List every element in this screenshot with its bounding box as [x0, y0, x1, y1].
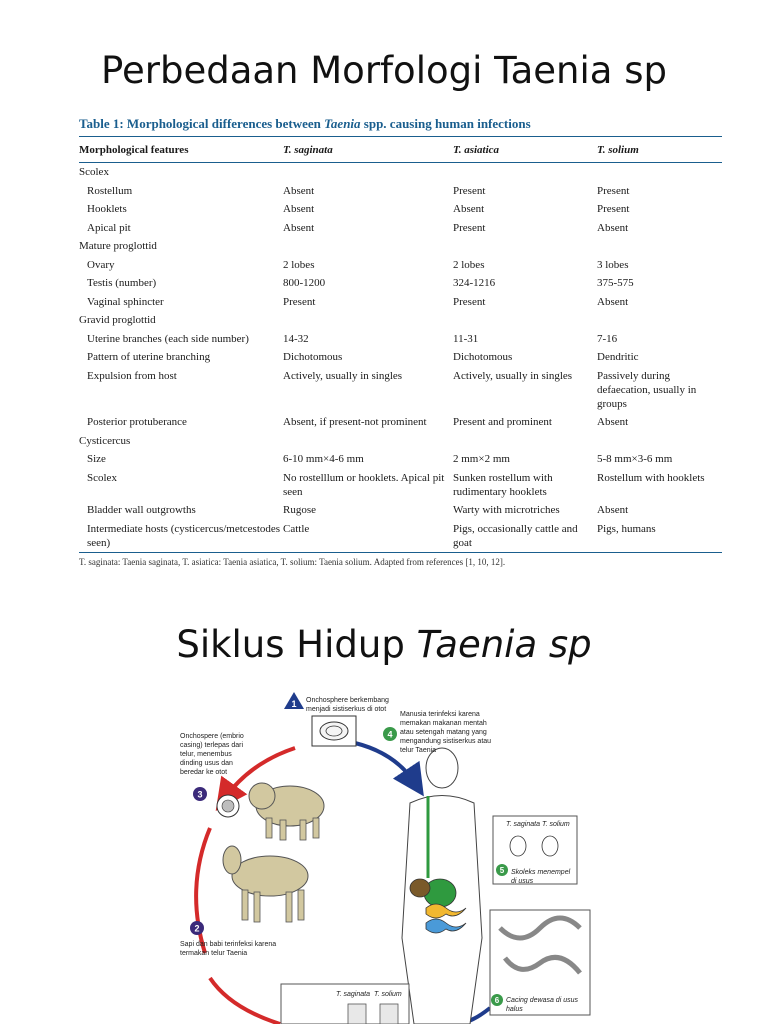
- solium-cell: Present: [597, 184, 630, 197]
- feature-cell: Size: [87, 453, 106, 465]
- solium-cell: Dendritic: [597, 351, 639, 363]
- solium-cell: Pigs, humans: [597, 522, 656, 535]
- asiatica-cell: Actively, usually in singles: [453, 369, 573, 382]
- table-row: [79, 293, 722, 312]
- table-row: [79, 200, 722, 219]
- solium-cell: Passively during defaecation, usually in groups: [597, 369, 697, 410]
- solium-cell: 5-8 mm×3-6 mm: [597, 453, 673, 465]
- asiatica-cell: 324-1216: [453, 277, 496, 289]
- table-body: [79, 163, 722, 553]
- asiatica-cell: 11-31: [453, 332, 479, 345]
- stage2-label-a: Sapi dan babi terinfeksi karena: [180, 941, 277, 948]
- stage4-label: Manusia terinfeksi karena memakan makanan mentah atau setengah matang yang mengandung sistiserkus atau telur Taenia: [400, 711, 492, 754]
- header-solium: T. solium: [597, 144, 639, 156]
- table-section-row: [79, 311, 722, 330]
- scolex-solium-label: T. solium: [542, 821, 570, 828]
- cysticercus-in-muscle-icon: [312, 716, 356, 746]
- saginata-cell: Cattle: [283, 522, 310, 535]
- solium-cell: 7-16: [597, 332, 618, 345]
- section-label: Scolex: [79, 166, 109, 178]
- asiatica-cell: Present: [453, 295, 486, 308]
- stage-badge-5: [496, 864, 508, 876]
- feature-cell: Posterior protuberance: [87, 416, 187, 428]
- saginata-cell: 2 lobes: [283, 258, 315, 271]
- asiatica-cell: Present: [453, 184, 486, 197]
- morphology-table-block: [79, 116, 722, 567]
- slide-title-lifecycle: Siklus Hidup Taenia sp: [176, 623, 592, 666]
- asiatica-cell: Present: [453, 221, 486, 234]
- table-caption: Table 1: Morphological differences between Taenia spp. causing human infections: [79, 116, 531, 131]
- saginata-cell: 14-32: [283, 332, 309, 345]
- feature-cell: Uterine branches (each side number): [87, 332, 249, 345]
- solium-cell: Absent: [597, 221, 629, 234]
- saginata-cell: No rostelllum or hooklets. Apical pit seen: [283, 471, 445, 498]
- svg-text:3: 3: [197, 789, 203, 800]
- saginata-cell: Present: [283, 295, 316, 308]
- table-section-row: [79, 432, 722, 451]
- human-figure-icon: [402, 748, 482, 1024]
- lifecycle-diagram: [170, 688, 600, 1024]
- svg-text:1: 1: [291, 699, 297, 709]
- feature-cell: Bladder wall outgrowths: [87, 504, 196, 516]
- pig-icon: [249, 783, 324, 840]
- solium-cell: Absent: [597, 416, 629, 428]
- header-feature: Morphological features: [79, 144, 189, 156]
- table-header-row: [79, 137, 722, 163]
- solium-cell: Rostellum with hooklets: [597, 471, 705, 484]
- stage3-label: Onchospere (embrio casing) terlepas dari telur, menembus dinding usus dan beredar ke otot: [180, 733, 244, 776]
- header-asiatica: T. asiatica: [453, 144, 500, 156]
- table-row: [79, 330, 722, 349]
- stage5-label: Skoleks menempel di usus: [511, 869, 571, 885]
- section-label: Cysticercus: [79, 434, 131, 447]
- saginata-cell: Absent: [283, 203, 315, 215]
- solium-cell: Absent: [597, 504, 629, 516]
- saginata-cell: 6-10 mm×4-6 mm: [283, 453, 364, 465]
- table-footnote: T. saginata: Taenia saginata, T. asiatica: Taenia asiatica, T. solium: Taenia solium. Adapted from references [1, 10, 12].: [79, 557, 506, 567]
- feature-cell: Pattern of uterine branching: [87, 351, 211, 363]
- asiatica-cell: Dichotomous: [453, 351, 513, 363]
- table-row: [79, 219, 722, 238]
- stage-badge-4: [383, 727, 397, 741]
- cycle-arrow-red-lower: [210, 978, 280, 1024]
- table-section-row: [79, 237, 722, 256]
- asiatica-cell: 2 lobes: [453, 258, 485, 271]
- saginata-cell: Absent: [283, 221, 315, 234]
- header-saginata: T. saginata: [283, 144, 333, 156]
- stage-badge-1: [284, 692, 304, 709]
- table-row: [79, 367, 722, 414]
- saginata-cell: Actively, usually in singles: [283, 369, 403, 382]
- solium-cell: 375-575: [597, 277, 634, 289]
- saginata-cell: 800-1200: [283, 277, 326, 289]
- table-row: [79, 256, 722, 275]
- feature-cell: Ovary: [87, 258, 115, 271]
- stage-badge-2: [190, 921, 204, 935]
- stage-badge-3: [193, 787, 207, 801]
- svg-text:4: 4: [387, 729, 393, 740]
- saginata-cell: Dichotomous: [283, 351, 343, 363]
- section-label: Mature proglottid: [79, 240, 157, 252]
- stage1-label: Onchosphere berkembang menjadi sistiserkus di otot: [306, 697, 389, 713]
- table-row: [79, 182, 722, 201]
- solium-cell: Present: [597, 203, 630, 215]
- table-row: [79, 413, 722, 432]
- saginata-cell: Absent: [283, 184, 315, 197]
- saginata-cell: Absent, if present-not prominent: [283, 416, 427, 428]
- solium-cell: Absent: [597, 295, 629, 308]
- feature-cell: Apical pit: [87, 221, 131, 234]
- feature-cell: Testis (number): [87, 277, 157, 289]
- proglottid-saginata-label: T. saginata: [336, 991, 370, 998]
- asiatica-cell: Warty with microtriches: [453, 504, 560, 516]
- section-label: Gravid proglottid: [79, 314, 156, 326]
- asiatica-cell: Absent: [453, 203, 485, 215]
- table-row: [79, 450, 722, 469]
- solium-cell: 3 lobes: [597, 258, 629, 271]
- feature-cell: Scolex: [87, 471, 117, 484]
- stage6-label: Cacing dewasa di usus halus: [506, 997, 578, 1013]
- scolex-saginata-label: T. saginata: [506, 821, 540, 828]
- table-row: [79, 274, 722, 293]
- stage2-label-b: termakan telur Taenia: [180, 950, 248, 957]
- table-row: [79, 501, 722, 520]
- asiatica-cell: Sunken rostellum with rudimentary hooklets: [453, 471, 553, 498]
- feature-cell: Intermediate hosts (cysticercus/metcestodes seen): [87, 522, 281, 549]
- morphology-table: [79, 136, 722, 553]
- saginata-cell: Rugose: [283, 504, 316, 516]
- feature-cell: Hooklets: [87, 203, 127, 215]
- embryo-egg-icon: [217, 795, 239, 817]
- proglottid-solium-label: T. solium: [374, 991, 402, 998]
- feature-cell: Rostellum: [87, 184, 133, 197]
- asiatica-cell: 2 mm×2 mm: [453, 453, 510, 465]
- table-row: [79, 469, 722, 502]
- table-row: [79, 348, 722, 367]
- asiatica-cell: Present and prominent: [453, 416, 552, 428]
- feature-cell: Expulsion from host: [87, 369, 177, 382]
- svg-text:2: 2: [194, 923, 200, 934]
- svg-text:6: 6: [494, 996, 500, 1005]
- feature-cell: Vaginal sphincter: [87, 295, 164, 308]
- svg-text:5: 5: [499, 866, 505, 875]
- asiatica-cell: Pigs, occasionally cattle and goat: [453, 522, 578, 549]
- table-section-row: [79, 163, 722, 182]
- stage-badge-6: [491, 994, 503, 1006]
- table-row: [79, 520, 722, 553]
- slide-title-morphology: Perbedaan Morfologi Taenia sp: [101, 49, 667, 92]
- cow-icon: [223, 846, 308, 922]
